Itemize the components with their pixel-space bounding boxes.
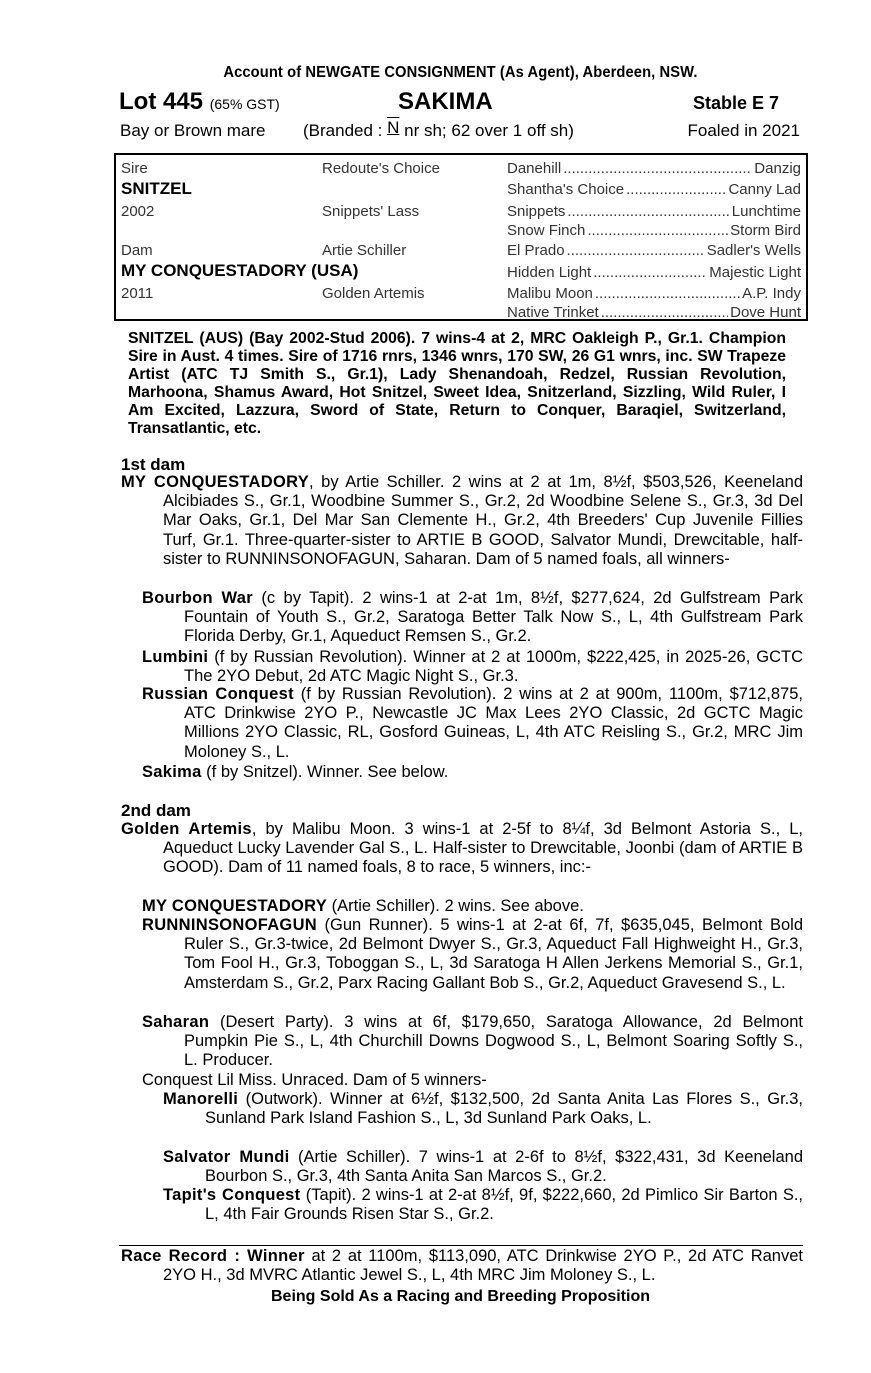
- ancestor-right: Storm Bird: [730, 222, 801, 239]
- grand-progeny-entry: [163, 1090, 803, 1128]
- divider: [119, 1245, 803, 1246]
- horse-name: SAKIMA: [398, 88, 493, 115]
- dam-dam: Golden Artemis: [322, 285, 425, 302]
- grand-progeny-text: (Outwork). Winner at 6½f, $132,500, 2d Santa Anita Las Flores S., Gr.3, Sunland Park Island Fashion S., L, 3d Sunland Park Oaks, L.: [205, 1090, 803, 1128]
- race-record: [121, 1247, 803, 1285]
- ancestor-row: [507, 285, 801, 302]
- first-dam-heading: 1st dam: [121, 455, 186, 474]
- grand-progeny-name: Salvator Mundi: [163, 1148, 290, 1166]
- progeny-entry: [142, 897, 803, 916]
- grand-progeny-entry: [163, 1148, 804, 1186]
- second-dam-name: Golden Artemis: [121, 820, 252, 838]
- progeny-name: Sakima: [142, 763, 202, 781]
- progeny-text: (Desert Party). 3 wins at 6f, $179,650, Saratoga Allowance, 2d Belmont Pumpkin Pie S., L, 4th Churchill Downs Dogwood S., L, Belmont Soaring Softly S., L. Producer.: [184, 1013, 803, 1070]
- colour-sex: Bay or Brown mare: [120, 121, 266, 140]
- grand-progeny-text: (Tapit). 2 wins-1 at 2-at 8½f, 9f, $222,660, 2d Pimlico Sir Barton S., L, 4th Fair Grounds Risen Star S., Gr.2.: [205, 1186, 803, 1224]
- ancestor-right: Sadler's Wells: [706, 242, 801, 259]
- ancestor-left: Snippets: [507, 203, 566, 220]
- progeny-entry: [142, 589, 803, 647]
- ancestor-row: [507, 304, 801, 321]
- ancestor-row: [507, 264, 801, 281]
- grand-progeny-entry: [163, 1186, 803, 1224]
- progeny-entry: [142, 916, 803, 993]
- ancestor-row: [507, 160, 801, 177]
- progeny-entry: [142, 763, 803, 782]
- brand-description: [303, 118, 574, 141]
- second-dam-text: , by Malibu Moon. 3 wins-1 at 2-5f to 8¼f, 3d Belmont Astoria S., L, Aqueduct Lucky Lavender Gal S., L. Half-sister to Drewcitable, Joonbi (dam of ARTIE B GOOD). Dam of 11 named foals, 8 to race, 5 winners, inc:-: [163, 820, 803, 877]
- progeny-text: (c by Tapit). 2 wins-1 at 2-at 1m, 8½f, $277,624, 2d Gulfstream Park Fountain of Youth S., Gr.2, Saratoga Better Talk Now S., L, 4th Gulfstream Park Florida Derby, Gr.1, Aqueduct Remsen S., Gr.2.: [184, 589, 803, 646]
- progeny-name: Saharan: [142, 1013, 210, 1031]
- sire-description: SNITZEL (AUS) (Bay 2002-Stud 2006). 7 wins-4 at 2, MRC Oakleigh P., Gr.1. Champion Sire in Aust. 4 times. Sire of 1716 rnrs, 1346 wnrs, 170 SW, 26 G1 wnrs, inc. SW Trapeze Artist (ATC TJ Smith S., Gr.1), Lady Shenandoah, Redzel, Russian Revolution, Marhoona, Shamus Award, Hot Snitzel, Sweet Idea, Snitzerland, Sizzling, Wild Ruler, I Am Excited, Lazzura, Sword of State, Return to Conquer, Baraqiel, Switzerland, Transatlantic, etc.: [128, 330, 786, 437]
- ancestor-right: Canny Lad: [728, 181, 801, 198]
- race-record-text: at 2 at 1100m, $113,090, ATC Drinkwise 2YO P., 2d ATC Ranvet 2YO H., 3d MVRC Atlantic Jewel S., L, 4th MRC Jim Moloney S., L.: [163, 1247, 803, 1285]
- dam-year: 2011: [121, 285, 154, 302]
- dam-label: Dam: [121, 242, 153, 259]
- sire-name: SNITZEL: [121, 179, 192, 198]
- grand-progeny-text: (Artie Schiller). 7 wins-1 at 2-6f to 8½f, $322,431, 3d Keeneland Bourbon S., Gr.3, 4th Santa Anita San Marcos S., Gr.2.: [205, 1148, 804, 1186]
- ancestor-left: Malibu Moon: [507, 285, 593, 302]
- dam-sire: Artie Schiller: [322, 242, 407, 259]
- first-dam-paragraph: [121, 473, 803, 569]
- progeny-name: MY CONQUESTADORY: [142, 897, 328, 915]
- first-dam-text: , by Artie Schiller. 2 wins at 2 at 1m, 8½f, $503,526, Keeneland Alcibiades S., Gr.1, Woodbine Summer S., Gr.2, 2d Woodbine Selene S., Gr.3, 3d Del Mar Oaks, Gr.1, Del Mar San Clemente H., Gr.2, 4th Breeders' Cup Juvenile Fillies Turf, Gr.1. Three-quarter-sister to ARTIE B GOOD, Salvator Mundi, Drewcitable, half-sister to RUNNINSONOFAGUN, Saharan. Dam of 5 named foals, all winners-: [163, 473, 803, 568]
- progeny-entry: [142, 1013, 803, 1071]
- gst-note: (65% GST): [209, 96, 280, 112]
- progeny-text: (Gun Runner). 5 wins-1 at 2-at 6f, 7f, $635,045, Belmont Bold Ruler S., Gr.3-twice, 2d Belmont Dwyer S., Gr.3, Aqueduct Fall Highweight H., Gr.3, Tom Fool H., Gr.3, Toboggan S., L, 3d Saratoga H Allen Jerkens Memorial S., Gr.1, Amsterdam S., Gr.2, Parx Racing Gallant Bob S., Gr.2, Aqueduct Gravesend S., L.: [184, 916, 803, 992]
- ancestor-left: Danehill: [507, 160, 562, 177]
- brand-mark: N: [387, 118, 400, 137]
- first-dam-name: MY CONQUESTADORY: [121, 473, 310, 491]
- dam-name: MY CONQUESTADORY (USA): [121, 261, 359, 280]
- ancestor-left: Hidden Light: [507, 264, 592, 281]
- lot-label: Lot 445: [119, 88, 204, 115]
- progeny-text: (f by Russian Revolution). Winner at 2 at 1000m, $222,425, in 2025-26, GCTC The 2YO Debut, 2d ATC Magic Night S., Gr.3.: [184, 648, 803, 686]
- progeny-text: (Artie Schiller). 2 wins. See above.: [327, 897, 584, 915]
- grand-progeny-name: Manorelli: [163, 1090, 239, 1108]
- progeny-name: RUNNINSONOFAGUN: [142, 916, 318, 934]
- sire-sire: Redoute's Choice: [322, 160, 440, 177]
- progeny-entry: [142, 648, 803, 686]
- foaled-year: Foaled in 2021: [687, 121, 800, 140]
- sire-year: 2002: [121, 203, 155, 220]
- second-dam-paragraph: [121, 820, 803, 878]
- progeny-name: Lumbini: [142, 648, 209, 666]
- race-record-label: Race Record : Winner: [121, 1247, 305, 1265]
- ancestor-left: Snow Finch: [507, 222, 586, 239]
- ancestor-right: A.P. Indy: [742, 285, 801, 302]
- progeny-entry: [142, 685, 803, 762]
- lot-number: [119, 88, 280, 116]
- grand-progeny-name: Tapit's Conquest: [163, 1186, 301, 1204]
- pedigree-table: [114, 153, 808, 321]
- brand-prefix: (Branded :: [303, 121, 383, 140]
- ancestor-left: Native Trinket: [507, 304, 599, 321]
- ancestor-left: Shantha's Choice: [507, 181, 625, 198]
- ancestor-row: [507, 222, 801, 239]
- ancestor-right: Dove Hunt: [730, 304, 801, 321]
- progeny-text: Conquest Lil Miss. Unraced. Dam of 5 winners-: [142, 1071, 487, 1089]
- ancestor-row: [507, 242, 801, 259]
- ancestor-right: Danzig: [754, 160, 801, 177]
- progeny-name: Russian Conquest: [142, 685, 294, 703]
- ancestor-right: Majestic Light: [709, 264, 801, 281]
- progeny-text: (f by Snitzel). Winner. See below.: [201, 763, 449, 781]
- progeny-name: Bourbon War: [142, 589, 253, 607]
- ancestor-row: [507, 181, 801, 198]
- sire-dam: Snippets' Lass: [322, 203, 420, 220]
- sire-label: Sire: [121, 160, 148, 177]
- stable-location: Stable E 7: [693, 93, 780, 113]
- second-dam-heading: 2nd dam: [121, 801, 191, 820]
- sale-note: Being Sold As a Racing and Breeding Proposition: [271, 1288, 650, 1305]
- account-line: Account of NEWGATE CONSIGNMENT (As Agent), Aberdeen, NSW.: [223, 64, 698, 81]
- ancestor-left: El Prado: [507, 242, 565, 259]
- progeny-text: (f by Russian Revolution). 2 wins at 2 at 900m, 1100m, $712,875, ATC Drinkwise 2YO P., Newcastle JC Max Lees 2YO Classic, 2d GCTC Magic Millions 2YO Classic, RL, Gosford Guineas, L, 4th ATC Reisling S., Gr.2, MRC Jim Moloney S., L.: [184, 685, 803, 761]
- brand-suffix: nr sh; 62 over 1 off sh): [404, 121, 574, 140]
- ancestor-row: [507, 203, 801, 220]
- ancestor-right: Lunchtime: [731, 203, 801, 220]
- progeny-entry-unraced: [142, 1071, 803, 1090]
